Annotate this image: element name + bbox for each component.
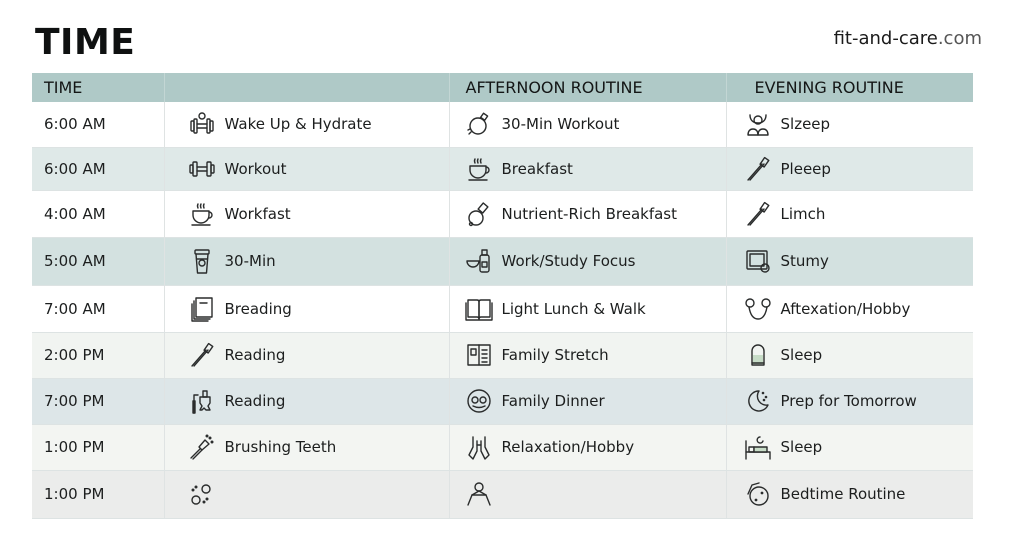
activity-label: Limch [780,204,826,223]
column-header-time: TIME [32,73,164,102]
activity-label: Sleep [780,346,823,364]
time-cell: 1:00 PM [32,424,164,470]
tablet-icon [741,246,775,276]
column-header-morning [164,73,449,102]
activity-label: Aftexation/Hobby [780,299,911,318]
afternoon-activity-cell [449,285,726,332]
activity-label: Work/Study Focus [501,252,636,270]
evening-activity-cell [726,378,973,424]
activity-label: Workfast [224,204,291,223]
evening-activity-cell [726,285,973,332]
activity-label: Breading [224,299,292,318]
sparkle-brush-icon [185,432,219,462]
toothbrush-icon [741,154,775,184]
evening-activity-cell [726,470,973,518]
morning-activity-cell [164,102,449,147]
page-title: TIME [35,22,136,63]
toothbrush-icon [741,199,775,229]
morning-activity-cell [164,378,449,424]
time-cell: 1:00 PM [32,470,164,518]
time-cell: 7:00 AM [32,285,164,332]
afternoon-activity-cell [449,237,726,285]
table-row [32,190,973,237]
afternoon-activity-cell [449,190,726,237]
bed-icon [741,432,775,462]
shaker-bottle-icon [462,199,496,229]
evening-activity-cell [726,424,973,470]
people-icon [741,109,775,139]
table-header-row [32,73,973,102]
notebook-icon [185,294,219,324]
morning-activity-cell [164,190,449,237]
afternoon-activity-cell [449,102,726,147]
open-book-icon [462,294,496,324]
activity-label: Reading [224,346,286,364]
moon-icon [741,386,775,416]
activity-label: 30-Min Workout [501,115,620,134]
activity-label: Prep for Tomorrow [780,392,917,410]
table-row [32,378,973,424]
activity-label: Stumy [780,252,829,270]
activity-label: Nutrient-Rich Breakfast [501,204,677,223]
evening-activity-cell [726,237,973,285]
column-header-evening: EVENING ROUTINE [726,73,973,102]
time-cell: 4:00 AM [32,190,164,237]
morning-activity-cell [164,237,449,285]
dumbbell-icon [185,154,219,184]
table-row [32,285,973,332]
evening-activity-cell [726,190,973,237]
time-cell: 7:00 PM [32,378,164,424]
table-row [32,237,973,285]
column-header-afternoon: AFTERNOON ROUTINE [449,73,726,102]
afternoon-activity-cell [449,332,726,378]
activity-label: Relaxation/Hobby [501,438,635,456]
coffee-cup-icon [462,154,496,184]
time-cell: 5:00 AM [32,237,164,285]
bubbles-icon [185,479,219,509]
table-row [32,332,973,378]
time-cell: 2:00 PM [32,332,164,378]
toothbrush-icon [185,340,219,370]
activity-label: Wake Up & Hydrate [224,115,372,134]
afternoon-activity-cell [449,147,726,190]
afternoon-activity-cell [449,470,726,518]
hands-icon [462,432,496,462]
clock-icon [741,479,775,509]
bowl-bottle-icon [462,246,496,276]
activity-label: Breakfast [501,159,573,178]
time-cell: 6:00 AM [32,147,164,190]
dumbbell-person-icon [185,109,219,139]
afternoon-activity-cell [449,378,726,424]
morning-activity-cell [164,332,449,378]
table-row [32,424,973,470]
time-cell: 6:00 AM [32,102,164,147]
brand-link[interactable] [834,28,982,49]
evening-activity-cell [726,332,973,378]
activity-label: Brushing Teeth [224,438,337,456]
headphones-icon [741,294,775,324]
activity-label: Reading [224,392,286,410]
activity-label: Family Stretch [501,346,609,364]
afternoon-activity-cell [449,424,726,470]
activity-label: Workout [224,159,287,178]
brand-tld: .com [937,28,982,49]
stretch-person-icon [462,479,496,509]
phone-lamp-icon [741,340,775,370]
evening-activity-cell [726,102,973,147]
evening-activity-cell [726,147,973,190]
activity-label: Bedtime Routine [780,485,906,503]
stopwatch-icon [462,109,496,139]
table-row [32,102,973,147]
activity-label: Pleeep [780,159,831,178]
book-page-icon [462,340,496,370]
brand-name: fit-and-care [833,28,938,49]
morning-activity-cell [164,424,449,470]
table-row [32,147,973,190]
glasses-face-icon [462,386,496,416]
morning-activity-cell [164,470,449,518]
activity-label: Family Dinner [501,392,605,410]
coffee-cup-icon [185,199,219,229]
activity-label: 30-Min [224,252,276,270]
morning-activity-cell [164,147,449,190]
routine-table [32,73,973,519]
morning-activity-cell [164,285,449,332]
activity-label: Sleep [780,438,823,456]
activity-label: Light Lunch & Walk [501,299,646,318]
takeaway-cup-icon [185,246,219,276]
table-row [32,470,973,518]
family-icon [185,386,219,416]
activity-label: Slzeep [780,115,831,134]
